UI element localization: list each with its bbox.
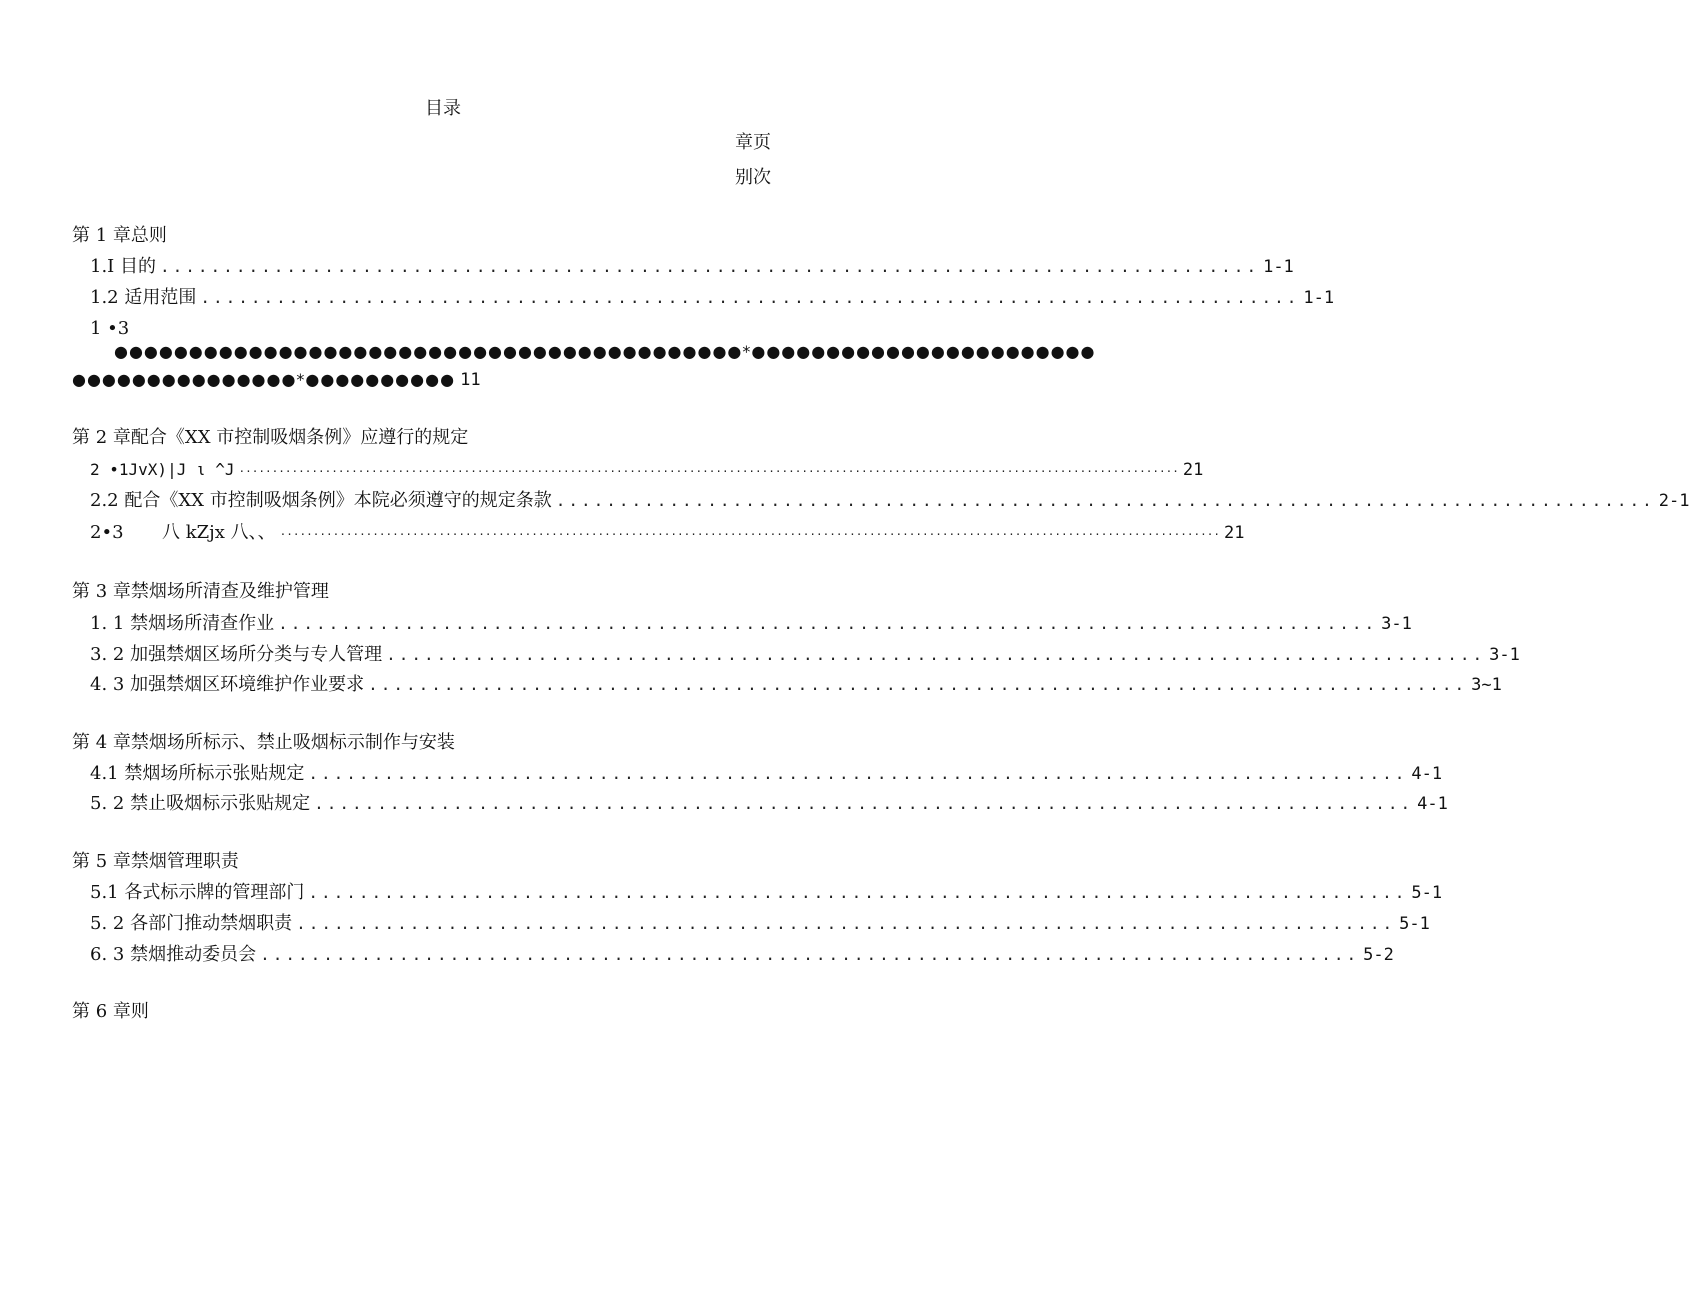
toc-entry-page: 5-1 bbox=[1411, 883, 1443, 903]
toc-entry-label: 1 •3 bbox=[90, 318, 130, 339]
toc-entry[interactable] bbox=[90, 286, 1335, 310]
dot-leader: ....................................................................................... bbox=[260, 945, 1360, 964]
dot-leader: ....................................................................................... bbox=[386, 645, 1486, 664]
toc-entry-label: 3. 2 加强禁烟区场所分类与专人管理 bbox=[90, 644, 383, 665]
toc-entry-page: 4-1 bbox=[1417, 794, 1448, 814]
toc-entry-label: 1. 1 禁烟场所清查作业 bbox=[90, 613, 275, 634]
toc-entry[interactable] bbox=[90, 792, 1448, 816]
toc-entry[interactable] bbox=[90, 762, 1443, 786]
toc-entry-label: 5. 2 禁止吸烟标示张贴规定 bbox=[90, 793, 311, 814]
chapter-3-heading: 第 3 章禁烟场所清查及维护管理 bbox=[72, 581, 329, 602]
dot-leader: ....................................................................................... bbox=[368, 675, 1468, 694]
bullet-leader-line: ●●●●●●●●●●●●●●●●●●●●●●●●●●●●●●●●●●●●●●●●●●*●●●●●●●●●●●●●●●●●●●●●●● bbox=[114, 342, 1096, 361]
toc-entry-label: 5.1 各式标示牌的管理部门 bbox=[90, 882, 305, 903]
toc-entry-page: 3-1 bbox=[1489, 645, 1520, 665]
chapter-6-heading: 第 6 章则 bbox=[72, 1001, 149, 1022]
toc-entry[interactable] bbox=[72, 368, 481, 392]
chapter-1-heading: 第 1 章总则 bbox=[72, 225, 167, 246]
toc-entry[interactable] bbox=[90, 612, 1412, 636]
toc-entry-page: 3-1 bbox=[1381, 614, 1412, 634]
toc-entry[interactable] bbox=[90, 673, 1502, 697]
toc-entry-page: 11 bbox=[460, 370, 481, 390]
toc-entry-label: 4.1 禁烟场所标示张贴规定 bbox=[90, 763, 305, 784]
toc-entry-page: 5-2 bbox=[1363, 945, 1394, 965]
dot-leader: ....................................................................................... bbox=[160, 257, 1260, 276]
toc-entry-label: 6. 3 禁烟推动委员会 bbox=[90, 944, 257, 965]
toc-entry-page: 21 bbox=[1224, 523, 1245, 543]
bullet-leader-line: ●●●●●●●●●●●●●●●*●●●●●●●●●● bbox=[72, 370, 456, 389]
dot-leader: ....................................................................................... bbox=[555, 491, 1655, 510]
column-header-category-order: 别次 bbox=[735, 167, 771, 188]
toc-entry-page: 1-1 bbox=[1263, 257, 1294, 277]
dot-leader: ....................................................................................... bbox=[296, 914, 1396, 933]
dot-leader: ....................................................................................... bbox=[314, 794, 1414, 813]
toc-entry[interactable] bbox=[90, 489, 1689, 513]
toc-entry[interactable] bbox=[90, 912, 1430, 936]
dot-leader: ....................................................................................... bbox=[200, 288, 1300, 307]
toc-entry-label: 4. 3 加强禁烟区环境维护作业要求 bbox=[90, 674, 365, 695]
chapter-5-heading: 第 5 章禁烟管理职责 bbox=[72, 851, 239, 872]
toc-entry-page: 3~1 bbox=[1471, 675, 1502, 695]
dot-leader: ....................................................................................... bbox=[308, 883, 1408, 902]
dot-leader: ....................................................................................... bbox=[278, 614, 1378, 633]
chapter-4-heading: 第 4 章禁烟场所标示、禁止吸烟标示制作与安装 bbox=[72, 732, 455, 753]
toc-entry-label: 2•3 bbox=[90, 522, 124, 543]
toc-entry[interactable] bbox=[90, 643, 1520, 667]
toc-entry[interactable] bbox=[90, 943, 1394, 967]
toc-entry-page: 5-1 bbox=[1399, 914, 1430, 934]
chapter-2-heading: 第 2 章配合《XX 市控制吸烟条例》应遵行的规定 bbox=[72, 427, 469, 448]
toc-entry-page: 4-1 bbox=[1411, 764, 1443, 784]
dot-leader: ·············································································································································· bbox=[238, 465, 1179, 478]
toc-entry-label: 1.I 目的 bbox=[90, 256, 157, 277]
toc-entry[interactable] bbox=[90, 881, 1443, 905]
toc-entry-label: 2 •1JvX)|J ι ^J bbox=[90, 460, 235, 479]
toc-entry-label: 2.2 配合《XX 市控制吸烟条例》本院必须遵守的规定条款 bbox=[90, 490, 552, 511]
toc-entry[interactable] bbox=[90, 255, 1294, 279]
toc-entry[interactable] bbox=[90, 521, 1245, 545]
dot-leader: ....................................................................................... bbox=[308, 764, 1408, 783]
column-header-chapter-page: 章页 bbox=[735, 132, 771, 153]
dot-leader: ·············································································································································· bbox=[279, 528, 1220, 541]
toc-entry-page: 21 bbox=[1182, 460, 1204, 480]
toc-entry[interactable] bbox=[90, 458, 1204, 482]
toc-entry-page: 1-1 bbox=[1303, 288, 1335, 308]
toc-entry-label: 5. 2 各部门推动禁烟职责 bbox=[90, 913, 293, 934]
toc-title: 目录 bbox=[425, 98, 461, 119]
toc-entry-page: 2-1 bbox=[1658, 491, 1689, 511]
toc-entry-label: 1.2 适用范围 bbox=[90, 287, 197, 308]
toc-entry-extra: 八 kZjx 八、、 bbox=[162, 522, 276, 543]
